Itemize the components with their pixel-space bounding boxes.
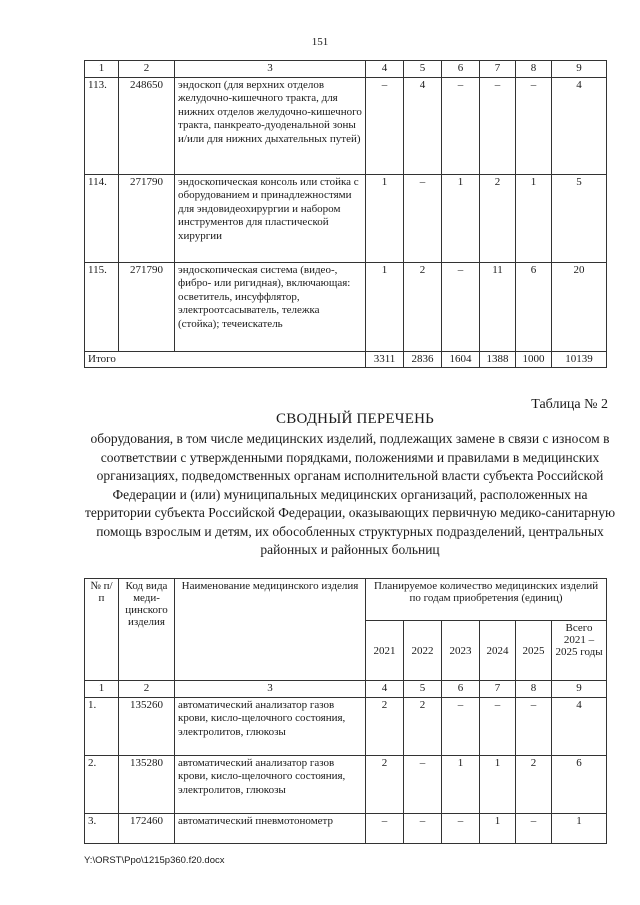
table-row bbox=[85, 813, 607, 843]
qty-2021: 2 bbox=[366, 697, 404, 755]
device-name: эндоскоп (для верхних отделов желудочно-кишечного тракта, для нижних отделов желудочно-кишечного тракта, панкреато-дуоденальной зоны и/или для нижних дыхательных путей) bbox=[175, 77, 366, 174]
equipment-table-continued bbox=[84, 60, 607, 368]
column-number-row bbox=[85, 681, 607, 698]
col-number: 4 bbox=[366, 681, 404, 698]
qty-2022: – bbox=[404, 174, 442, 262]
qty-2023: – bbox=[442, 77, 480, 174]
device-name: автоматический анализатор газов крови, кисло-щелочного состояния, электролитов, глюкозы bbox=[175, 755, 366, 813]
row-number: 1. bbox=[85, 697, 119, 755]
replacement-equipment-table bbox=[84, 578, 607, 844]
device-code: 248650 bbox=[119, 77, 175, 174]
qty-2024: 2 bbox=[480, 174, 516, 262]
device-name: автоматический пневмотонометр bbox=[175, 813, 366, 843]
qty-total: 5 bbox=[552, 174, 607, 262]
total-all: 10139 bbox=[552, 351, 607, 368]
qty-2024: – bbox=[480, 77, 516, 174]
col-number: 5 bbox=[404, 681, 442, 698]
row-number: 113. bbox=[85, 77, 119, 174]
qty-2023: 1 bbox=[442, 174, 480, 262]
qty-2021: 1 bbox=[366, 174, 404, 262]
header-total: Всего 2021 – 2025 годы bbox=[552, 621, 607, 681]
col-number: 4 bbox=[366, 61, 404, 78]
qty-2025: 6 bbox=[516, 262, 552, 351]
header-year: 2024 bbox=[480, 621, 516, 681]
total-2023: 1604 bbox=[442, 351, 480, 368]
qty-2023: – bbox=[442, 697, 480, 755]
row-number: 2. bbox=[85, 755, 119, 813]
column-number-row bbox=[85, 61, 607, 78]
device-code: 172460 bbox=[119, 813, 175, 843]
qty-2023: 1 bbox=[442, 755, 480, 813]
row-number: 115. bbox=[85, 262, 119, 351]
col-number: 7 bbox=[480, 61, 516, 78]
col-number: 5 bbox=[404, 61, 442, 78]
col-number: 3 bbox=[175, 681, 366, 698]
col-number: 8 bbox=[516, 61, 552, 78]
qty-2024: 1 bbox=[480, 813, 516, 843]
device-name: автоматический анализатор газов крови, кисло-щелочного состояния, электролитов, глюкозы bbox=[175, 697, 366, 755]
col-number: 1 bbox=[85, 61, 119, 78]
qty-2025: – bbox=[516, 697, 552, 755]
page-number: 151 bbox=[311, 36, 329, 48]
qty-total: 20 bbox=[552, 262, 607, 351]
file-path-footer: Y:\ORST\Ppo\1215p360.f20.docx bbox=[84, 855, 225, 866]
header-year: 2021 bbox=[366, 621, 404, 681]
total-label: Итого bbox=[85, 351, 366, 368]
table-row bbox=[85, 697, 607, 755]
qty-total: 6 bbox=[552, 755, 607, 813]
col-number: 1 bbox=[85, 681, 119, 698]
device-code: 271790 bbox=[119, 262, 175, 351]
qty-2021: 2 bbox=[366, 755, 404, 813]
col-number: 8 bbox=[516, 681, 552, 698]
header-name: Наименование медицинского изделия bbox=[175, 579, 366, 681]
qty-2025: 2 bbox=[516, 755, 552, 813]
row-number: 3. bbox=[85, 813, 119, 843]
table-row bbox=[85, 755, 607, 813]
total-2021: 3311 bbox=[366, 351, 404, 368]
header-row bbox=[85, 579, 607, 621]
qty-2022: – bbox=[404, 813, 442, 843]
device-name: эндоскопическая консоль или стойка с оборудованием и принадлежностями для эндовидеохирургии и набором инструментов для пластической хирургии bbox=[175, 174, 366, 262]
total-2022: 2836 bbox=[404, 351, 442, 368]
qty-2023: – bbox=[442, 813, 480, 843]
col-number: 7 bbox=[480, 681, 516, 698]
header-year: 2022 bbox=[404, 621, 442, 681]
col-number: 9 bbox=[552, 61, 607, 78]
header-num: № п/п bbox=[85, 579, 119, 681]
col-number: 3 bbox=[175, 61, 366, 78]
device-code: 271790 bbox=[119, 174, 175, 262]
qty-2024: 1 bbox=[480, 755, 516, 813]
table-row bbox=[85, 77, 607, 174]
header-year: 2025 bbox=[516, 621, 552, 681]
table-row bbox=[85, 262, 607, 351]
qty-total: 4 bbox=[552, 697, 607, 755]
table-subtitle: оборудования, в том числе медицинских изделий, подлежащих замене в связи с износом в соответствии с утвержденными порядками, положениями и правилами в медицинских организациях, подведомственных органам исполнительной власти субъекта Российской Федерации и (или) муниципальных медицинских организаций, расположенных на территории субъекта Российской Федерации, оказывающих первичную медико-санитарную помощь взрослым и детям, их обособленных структурных подразделений, центральных районных и районных больниц bbox=[84, 431, 616, 557]
device-name: эндоскопическая система (видео-, фибро- или ригидная), включающая: осветитель, инсуффлятор, электроотсасыватель, тележка (стойка); течеискатель bbox=[175, 262, 366, 351]
qty-2025: – bbox=[516, 813, 552, 843]
table-title: СВОДНЫЙ ПЕРЕЧЕНЬ bbox=[276, 411, 434, 427]
qty-2023: – bbox=[442, 262, 480, 351]
qty-2022: 2 bbox=[404, 262, 442, 351]
device-code: 135280 bbox=[119, 755, 175, 813]
total-row bbox=[85, 351, 607, 368]
qty-2024: – bbox=[480, 697, 516, 755]
qty-2025: – bbox=[516, 77, 552, 174]
col-number: 9 bbox=[552, 681, 607, 698]
qty-2022: – bbox=[404, 755, 442, 813]
qty-2022: 2 bbox=[404, 697, 442, 755]
table-row bbox=[85, 174, 607, 262]
device-code: 135260 bbox=[119, 697, 175, 755]
col-number: 2 bbox=[119, 61, 175, 78]
qty-total: 4 bbox=[552, 77, 607, 174]
qty-2024: 11 bbox=[480, 262, 516, 351]
row-number: 114. bbox=[85, 174, 119, 262]
col-number: 6 bbox=[442, 681, 480, 698]
qty-2021: – bbox=[366, 77, 404, 174]
qty-2021: 1 bbox=[366, 262, 404, 351]
table-caption: Таблица № 2 bbox=[531, 397, 608, 412]
header-year: 2023 bbox=[442, 621, 480, 681]
qty-total: 1 bbox=[552, 813, 607, 843]
header-planned: Планируемое количество медицинских изделий по годам приобретения (единиц) bbox=[366, 579, 607, 621]
total-2024: 1388 bbox=[480, 351, 516, 368]
qty-2021: – bbox=[366, 813, 404, 843]
qty-2025: 1 bbox=[516, 174, 552, 262]
header-code: Код вида меди-цинского изделия bbox=[119, 579, 175, 681]
col-number: 2 bbox=[119, 681, 175, 698]
qty-2022: 4 bbox=[404, 77, 442, 174]
total-2025: 1000 bbox=[516, 351, 552, 368]
col-number: 6 bbox=[442, 61, 480, 78]
